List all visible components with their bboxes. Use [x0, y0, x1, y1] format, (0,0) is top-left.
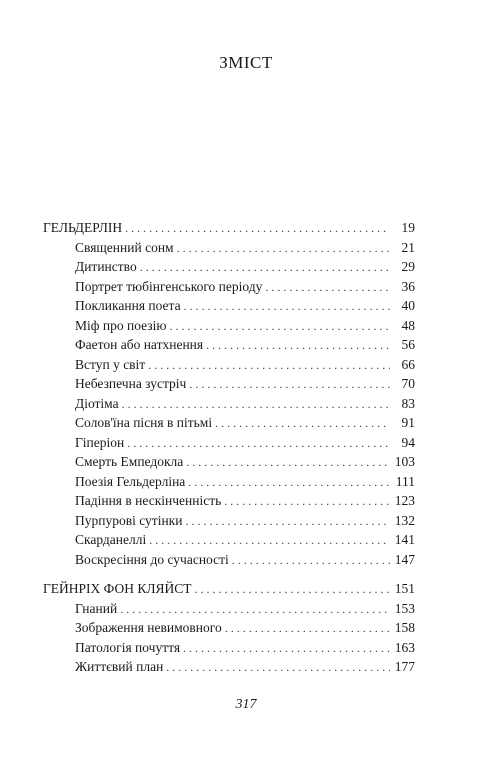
dot-leader	[177, 239, 390, 259]
dot-leader	[225, 619, 390, 639]
toc-entry-page: 177	[394, 659, 415, 674]
toc-entry-label: Фаетон або натхнення	[75, 337, 204, 352]
toc-entry-page: 21	[401, 239, 415, 255]
toc-entry-page: 111	[395, 473, 415, 489]
toc-entry	[43, 316, 415, 336]
dot-leader	[122, 395, 390, 415]
toc-entry-page: 36	[401, 278, 415, 294]
toc-section-kleist	[43, 579, 415, 677]
dot-leader	[148, 356, 390, 376]
toc-entry-label: ГЕЛЬДЕРЛІН	[43, 220, 123, 235]
toc-entry-label: Зображення невимовного	[75, 620, 222, 635]
toc-entry-page: 163	[394, 639, 415, 655]
toc-entry-label: Патологія почуття	[75, 639, 181, 655]
toc-entry-page: 132	[394, 512, 415, 528]
toc-entry	[43, 657, 415, 677]
toc-entry	[43, 238, 415, 258]
toc-entry-label: Воскресіння до сучасності	[75, 551, 229, 567]
toc-entry	[43, 296, 415, 316]
toc-entry-page: 83	[401, 395, 415, 411]
dot-leader	[125, 219, 390, 239]
toc-entry	[43, 394, 415, 414]
dot-leader	[206, 336, 390, 356]
dot-leader	[166, 658, 390, 678]
toc-entry	[43, 491, 415, 511]
toc-entry-page: 141	[394, 532, 415, 547]
toc-entry-label: Солов'їна пісня в пітьмі	[75, 415, 213, 430]
toc-entry-page: 40	[401, 298, 415, 313]
toc-entry	[43, 638, 415, 658]
toc-entry-page: 19	[401, 220, 415, 235]
toc-entry	[43, 257, 415, 277]
toc-entry-page: 56	[401, 337, 415, 352]
toc-entry	[43, 413, 415, 433]
dot-leader	[120, 600, 390, 620]
toc-heading	[43, 218, 415, 238]
toc-entry-label: Священний сонм	[75, 239, 174, 255]
toc-entry-label: Поезія Гельдерліна	[75, 473, 186, 489]
toc-entry-label: Міф про поезію	[75, 317, 167, 333]
toc-entry	[43, 530, 415, 550]
dot-leader	[195, 580, 390, 600]
toc-entry-label: Вступ у світ	[75, 356, 146, 372]
toc-entry-page: 70	[401, 376, 415, 391]
toc-entry	[43, 550, 415, 570]
page-title: ЗМІСТ	[219, 53, 273, 72]
dot-leader	[184, 297, 390, 317]
toc-entry-label: Дитинство	[75, 259, 137, 274]
toc-entry-page: 94	[401, 434, 415, 450]
dot-leader	[265, 278, 390, 298]
toc-entry-label: Гіперіон	[75, 434, 125, 450]
dot-leader	[188, 473, 390, 493]
toc-entry-page: 147	[394, 551, 415, 567]
toc-entry-label: Портрет тюбінгенського періоду	[75, 278, 263, 294]
toc-heading	[43, 579, 415, 599]
toc-entry-label: Скарданеллі	[75, 532, 147, 547]
toc-entry-label: ГЕЙНРІХ ФОН КЛЯЙСТ	[43, 581, 192, 596]
toc-entry	[43, 433, 415, 453]
toc-entry-page: 29	[401, 259, 415, 274]
toc-entry-label: Діотіма	[75, 395, 119, 411]
toc-entry-page: 103	[394, 454, 415, 469]
toc-entry	[43, 618, 415, 638]
dot-leader	[169, 317, 390, 337]
toc-entry-page: 48	[401, 317, 415, 333]
toc-entry-label: Небезпечна зустріч	[75, 376, 187, 391]
toc-entry-page: 151	[394, 581, 415, 596]
toc-entry	[43, 511, 415, 531]
dot-leader	[127, 434, 390, 454]
toc-entry-label: Пурпурові сутінки	[75, 512, 183, 528]
dot-leader	[224, 492, 390, 512]
toc-entry	[43, 277, 415, 297]
toc-entry-label: Життєвий план	[75, 659, 164, 674]
dot-leader	[149, 531, 390, 551]
toc-entry-page: 123	[394, 493, 415, 508]
toc-entry-label: Гнаний	[75, 600, 118, 616]
toc-entry-page: 91	[401, 415, 415, 430]
toc-entry	[43, 335, 415, 355]
dot-leader	[215, 414, 390, 434]
dot-leader	[140, 258, 390, 278]
toc-entry-label: Падіння в нескінченність	[75, 493, 222, 508]
toc-entry-page: 158	[394, 620, 415, 635]
toc-entry	[43, 374, 415, 394]
toc-entry	[43, 472, 415, 492]
dot-leader	[186, 453, 390, 473]
toc-entry	[43, 599, 415, 619]
toc-entry	[43, 355, 415, 375]
toc-entry-label: Покликання поета	[75, 298, 181, 313]
table-of-contents	[43, 218, 415, 677]
dot-leader	[232, 551, 390, 571]
toc-section-holderlin	[43, 218, 415, 569]
toc-entry-page: 153	[394, 600, 415, 616]
toc-entry-page: 66	[401, 356, 415, 372]
dot-leader	[189, 375, 390, 395]
toc-entry-label: Смерть Емпедокла	[75, 454, 184, 469]
toc-entry	[43, 452, 415, 472]
dot-leader	[185, 512, 390, 532]
page-number: 317	[235, 697, 257, 712]
dot-leader	[183, 639, 390, 659]
